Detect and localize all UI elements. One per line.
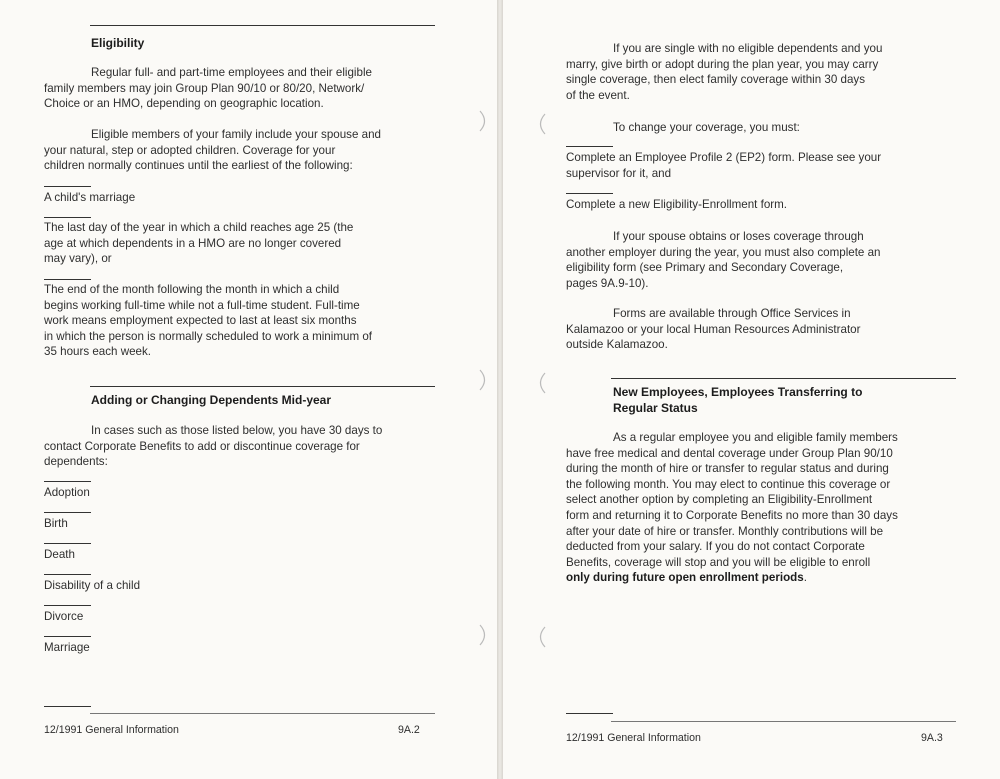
- footer-page-number: 9A.3: [921, 732, 943, 744]
- item-rule: [44, 481, 91, 482]
- item-rule: [44, 279, 91, 280]
- new-employees-heading: New Employees, Employees Transferring to Regular Status: [613, 385, 863, 415]
- list-item: Complete an Employee Profile 2 (EP2) form. Please see your supervisor for it, and: [566, 151, 882, 180]
- item-rule: [44, 543, 91, 544]
- dependents-intro: In cases such as those listed below, you have 30 days to contact Corporate Benefits to add or discontinue coverage for dependents:: [44, 424, 383, 469]
- footer-date-section: 12/1991 General Information: [566, 732, 701, 744]
- binder-hole-icon: [478, 369, 490, 391]
- list-item: Disability of a child: [44, 579, 141, 592]
- footer-short-rule: [44, 706, 91, 707]
- list-item: Adoption: [44, 486, 90, 499]
- list-item: Complete a new Eligibility-Enrollment form.: [566, 198, 788, 211]
- eligibility-paragraph-2: Eligible members of your family include your spouse and your natural, step or adopted children. Coverage for your children normally continues until the earliest of the following:: [44, 128, 381, 173]
- eligibility-heading: Eligibility: [91, 36, 145, 50]
- item-rule: [44, 186, 91, 187]
- enrollment-emphasis: only during future open enrollment periods: [566, 571, 804, 585]
- left-page: [0, 0, 497, 779]
- item-rule: [566, 146, 613, 147]
- binder-hole-icon: [535, 372, 547, 394]
- footer-rule: [611, 721, 956, 722]
- item-rule: [44, 217, 91, 218]
- list-item: Marriage: [44, 641, 90, 654]
- item-rule: [44, 636, 91, 637]
- list-item: Death: [44, 548, 75, 561]
- section-rule: [90, 386, 435, 387]
- list-item: Birth: [44, 517, 68, 530]
- forms-paragraph: Forms are available through Office Services in Kalamazoo or your local Human Resources Administrator outside Kalamazoo.: [566, 307, 861, 352]
- footer-date-section: 12/1991 General Information: [44, 724, 179, 736]
- list-item: A child's marriage: [44, 191, 136, 204]
- footer-page-number: 9A.2: [398, 724, 420, 736]
- spouse-coverage-paragraph: If your spouse obtains or loses coverage through another employer during the year, you must also complete an eligibility form (see Primary and Secondary Coverage, pages 9A.9-10).: [566, 230, 881, 290]
- right-page: [503, 0, 1000, 779]
- binder-hole-icon: [535, 626, 547, 648]
- change-coverage-intro: To change your coverage, you must:: [613, 121, 800, 134]
- item-rule: [44, 574, 91, 575]
- eligibility-paragraph-1: Regular full- and part-time employees and their eligible family members may join Group Plan 90/10 or 80/20, Network/ Choice or an HMO, depending on geographic location.: [44, 66, 372, 111]
- new-employees-body: As a regular employee you and eligible family members have free medical and dental coverage under Group Plan 90/10 during the month of hire or transfer to regular status and during the following month. You may elect to continue this coverage or select another option by completing an Eligibility-Enrollment form and returning it to Corporate Benefits no more than 30 days after your date of hire or transfer. Monthly contributions will be deducted from your salary. If you do not contact Corporate Benefits, coverage will stop and you will be eligible to enroll only during future open enrollment periods.: [566, 431, 898, 585]
- item-rule: [44, 605, 91, 606]
- list-item: Divorce: [44, 610, 84, 623]
- dependents-heading: Adding or Changing Dependents Mid-year: [91, 393, 332, 407]
- binder-hole-icon: [535, 113, 547, 135]
- top-rule: [90, 25, 435, 26]
- list-item: The last day of the year in which a child reaches age 25 (the age at which dependents in a HMO are no longer covered may vary), or: [44, 221, 354, 266]
- footer-rule: [90, 713, 435, 714]
- list-item: The end of the month following the month in which a child begins working full-time while not a full-time student. Full-time work means employment expected to last at least six months in which the person is normally scheduled to work a minimum of 35 hours each week.: [44, 283, 372, 359]
- item-rule: [566, 193, 613, 194]
- binder-hole-icon: [478, 110, 490, 132]
- single-coverage-paragraph: If you are single with no eligible dependents and you marry, give birth or adopt during the plan year, you may carry single coverage, then elect family coverage within 30 days of the event.: [566, 42, 883, 102]
- footer-short-rule: [566, 713, 613, 714]
- item-rule: [44, 512, 91, 513]
- section-rule: [611, 378, 956, 379]
- binder-hole-icon: [478, 624, 490, 646]
